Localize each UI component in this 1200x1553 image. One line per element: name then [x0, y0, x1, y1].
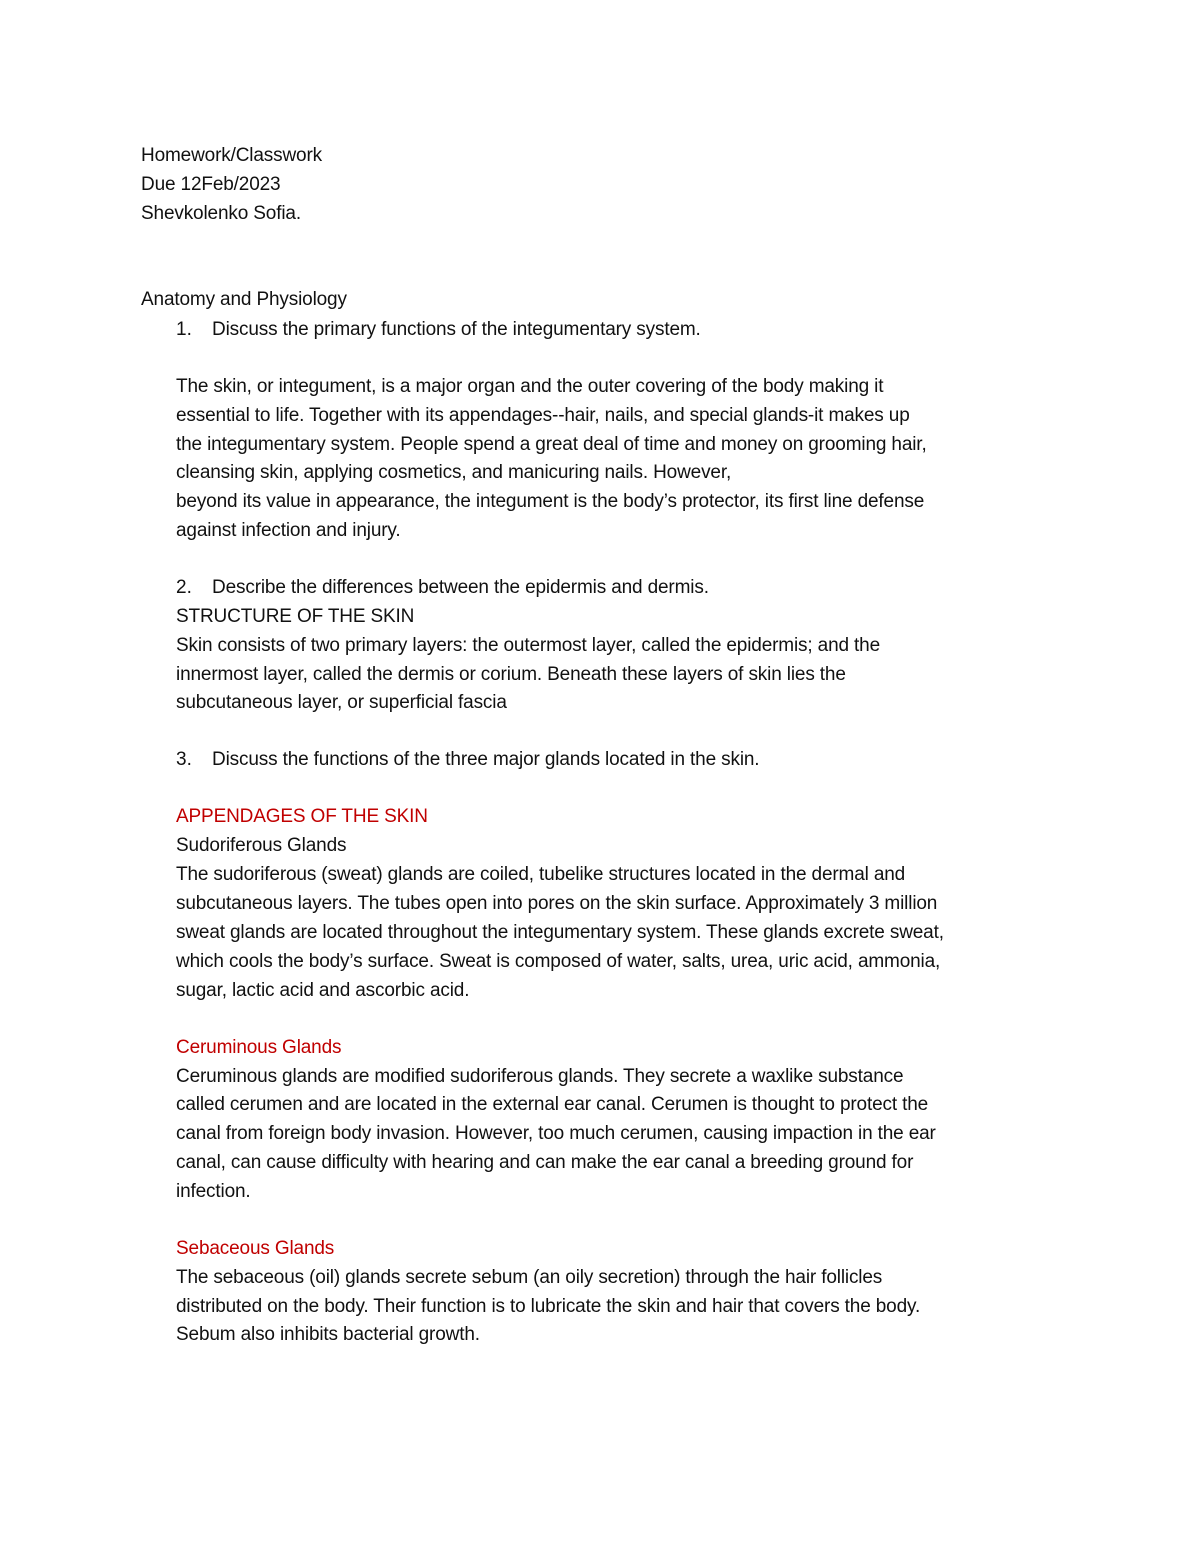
answer-1-line: cleansing skin, applying cosmetics, and manicuring nails. However,	[176, 462, 732, 483]
ceruminous-line: infection.	[176, 1181, 251, 1202]
sebaceous-line: distributed on the body. Their function is to lubricate the skin and hair that covers the body.	[176, 1296, 921, 1317]
appendages-heading: APPENDAGES OF THE SKIN	[176, 806, 428, 827]
ceruminous-line: canal, can cause difficulty with hearing and can make the ear canal a breeding ground for	[176, 1152, 914, 1173]
question-1-text: Discuss the primary functions of the integumentary system.	[212, 319, 701, 340]
sudoriferous-line: sweat glands are located throughout the integumentary system. These glands excrete sweat,	[176, 922, 944, 943]
answer-1-line: essential to life. Together with its appendages--hair, nails, and special glands-it makes up	[176, 405, 910, 426]
question-3-number: 3.	[176, 749, 192, 770]
ceruminous-line: called cerumen and are located in the external ear canal. Cerumen is thought to protect the	[176, 1094, 929, 1115]
question-2-number: 2.	[176, 577, 192, 598]
ceruminous-line: canal from foreign body invasion. However, too much cerumen, causing impaction in the ear	[176, 1123, 936, 1144]
answer-1-line: beyond its value in appearance, the integument is the body’s protector, its first line defense	[176, 491, 925, 512]
due-date: Due 12Feb/2023	[141, 174, 281, 195]
answer-2-line: innermost layer, called the dermis or corium. Beneath these layers of skin lies the	[176, 664, 846, 685]
question-1-number: 1.	[176, 319, 192, 340]
sudoriferous-line: sugar, lactic acid and ascorbic acid.	[176, 980, 470, 1001]
question-2-text: Describe the differences between the epidermis and dermis.	[212, 577, 709, 598]
sudoriferous-title: Sudoriferous Glands	[176, 835, 347, 856]
answer-1-line: against infection and injury.	[176, 520, 401, 541]
ceruminous-title: Ceruminous Glands	[176, 1037, 342, 1058]
sudoriferous-line: subcutaneous layers. The tubes open into pores on the skin surface. Approximately 3 million	[176, 893, 938, 914]
subject-title: Anatomy and Physiology	[141, 289, 347, 310]
sebaceous-line: Sebum also inhibits bacterial growth.	[176, 1324, 480, 1345]
sudoriferous-line: which cools the body’s surface. Sweat is composed of water, salts, urea, uric acid, ammonia,	[176, 951, 941, 972]
question-3-text: Discuss the functions of the three major glands located in the skin.	[212, 749, 760, 770]
ceruminous-line: Ceruminous glands are modified sudoriferous glands. They secrete a waxlike substance	[176, 1066, 904, 1087]
sebaceous-line: The sebaceous (oil) glands secrete sebum (an oily secretion) through the hair follicles	[176, 1267, 883, 1288]
answer-1-line: The skin, or integument, is a major organ and the outer covering of the body making it	[176, 376, 884, 397]
sudoriferous-line: The sudoriferous (sweat) glands are coiled, tubelike structures located in the dermal and	[176, 864, 906, 885]
sebaceous-title: Sebaceous Glands	[176, 1238, 335, 1259]
structure-heading: STRUCTURE OF THE SKIN	[176, 606, 415, 627]
answer-2-line: Skin consists of two primary layers: the outermost layer, called the epidermis; and the	[176, 635, 880, 656]
answer-2-line: subcutaneous layer, or superficial fascia	[176, 692, 507, 713]
answer-1-line: the integumentary system. People spend a great deal of time and money on grooming hair,	[176, 434, 927, 455]
student-name: Shevkolenko Sofia.	[141, 203, 301, 224]
header-title: Homework/Classwork	[141, 145, 323, 166]
